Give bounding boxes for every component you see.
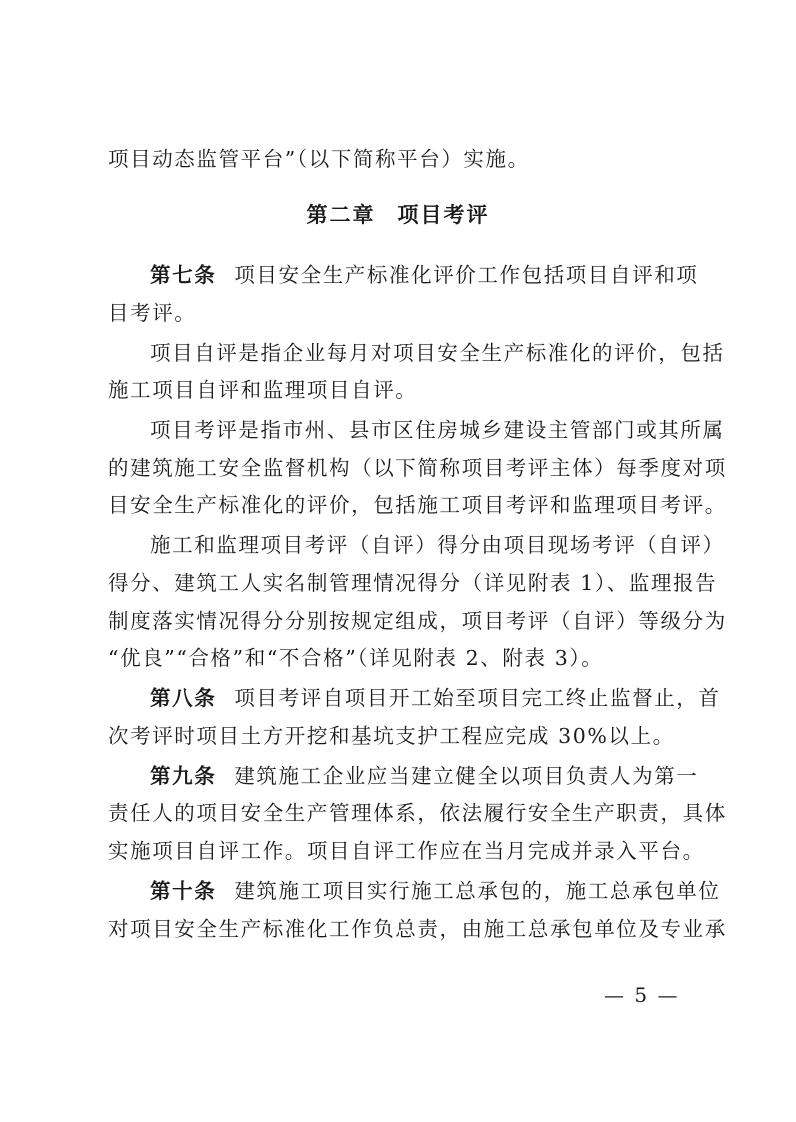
self-eval-line-1: 项目自评是指企业每月对项目安全生产标准化的评价，包括	[150, 341, 725, 365]
chapter-number: 第二章	[306, 203, 376, 227]
project-eval-line-2: 的建筑施工安全监督机构（以下简称项目考评主体）每季度对项	[108, 456, 727, 480]
article-8-line-2: 次考评时项目土方开挖和基坑支护工程应完成 30%以上。	[108, 724, 675, 748]
chapter-heading	[0, 197, 796, 233]
intro-tail-line: 项目动态监管平台”（以下简称平台）实施。	[108, 147, 530, 171]
project-eval-line-1: 项目考评是指市州、县市区住房城乡建设主管部门或其所属	[150, 418, 725, 442]
page-number: — 5 —	[604, 983, 680, 1007]
article-7-line-1	[150, 258, 699, 292]
article-8-text-1: 项目考评自项目开工始至项目完工终止监督止，首	[234, 686, 721, 710]
article-9-line-3: 实施项目自评工作。项目自评工作应在当月完成并录入平台。	[108, 839, 705, 863]
article-7-heading: 第七条	[150, 263, 217, 287]
article-9-line-2: 责任人的项目安全生产管理体系，依法履行安全生产职责，具体	[108, 801, 727, 825]
article-10-text-1: 建筑施工项目实行施工总承包的，施工总承包单位	[234, 879, 721, 903]
article-10-line-1	[150, 874, 721, 908]
article-9-text-1: 建筑施工企业应当建立健全以项目负责人为第一	[234, 764, 699, 788]
project-eval-line-3: 目安全生产标准化的评价，包括施工项目考评和监理项目考评。	[108, 493, 727, 517]
scoring-line-2: 得分、建筑工人实名制管理情况得分（详见附表 1）、监理报告	[108, 571, 718, 595]
chapter-title: 项目考评	[397, 203, 490, 227]
article-9-heading: 第九条	[150, 764, 217, 788]
scoring-line-4: “优良”“合格”和“不合格”（详见附表 2、附表 3）。	[108, 646, 604, 670]
article-10-heading: 第十条	[150, 879, 217, 903]
self-eval-line-2: 施工项目自评和监理项目自评。	[108, 378, 418, 402]
article-10-line-2: 对项目安全生产标准化工作负总责，由施工总承包单位及专业承	[108, 917, 727, 941]
article-9-line-1	[150, 759, 699, 793]
scoring-line-1: 施工和监理项目考评（自评）得分由项目现场考评（自评）	[150, 533, 725, 557]
article-8-heading: 第八条	[150, 686, 217, 710]
article-7-line-2: 目考评。	[108, 301, 197, 325]
article-7-text-1: 项目安全生产标准化评价工作包括项目自评和项	[234, 263, 699, 287]
article-8-line-1	[150, 681, 721, 715]
scoring-line-3: 制度落实情况得分分别按规定组成，项目考评（自评）等级分为	[108, 609, 727, 633]
